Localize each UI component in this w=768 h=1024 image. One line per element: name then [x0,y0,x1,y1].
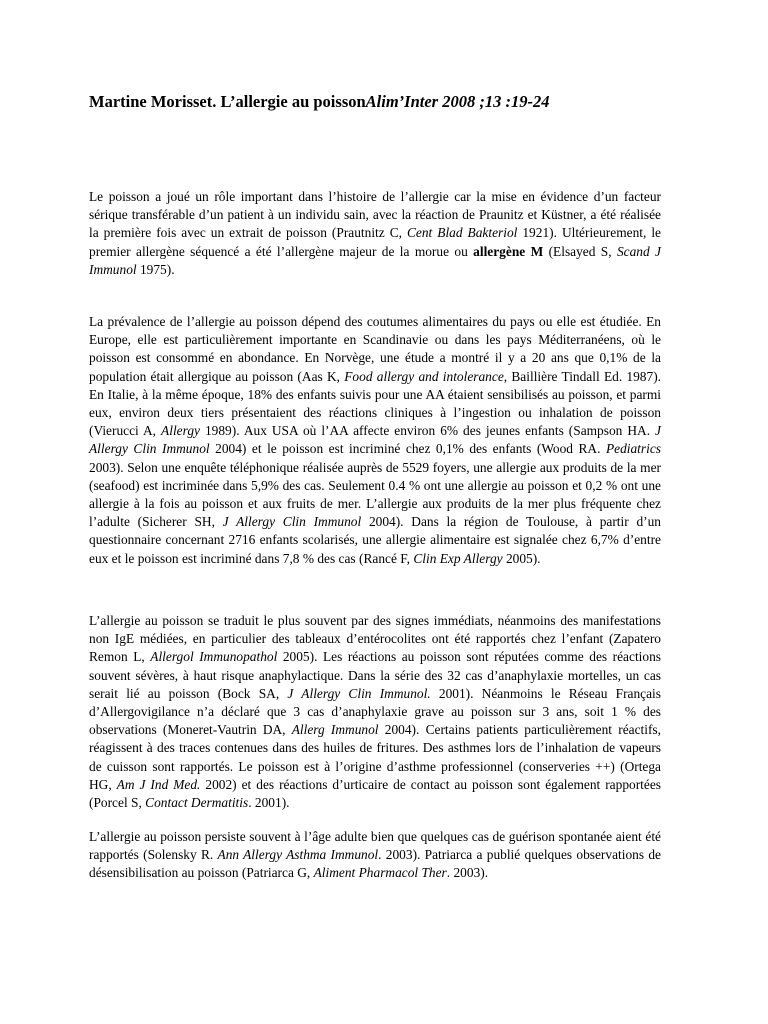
text: 2004). Dans la région de Toulouse, à partir d’un questionnaire concernant 2716 enfants scolarisés, une allergie alimentaire est signalée chez 6,7% d’entre eux et le poisson est incriminé dans 7,8 % des cas (Rancé F, [89,514,661,566]
journal-citation: Alim’Inter 2008 ;13 :19-24 [365,92,550,111]
text: . 2003). Patriarca a publié quelques observations de désensibilisation au poisson (Patriarca G, [89,847,661,881]
text: 1989). Aux USA où l’AA affecte environ 6% des jeunes enfants (Sampson HA. [199,423,656,439]
article-name: L’allergie au poisson [220,92,366,111]
text: 2001). Néanmoins le Réseau Français d’Allergovigilance n’a déclaré que 3 cas d’anaphylaxie grave au poisson sur 3 ans, soit 1 % des observations (Moneret-Vautrin DA, [89,685,661,738]
paragraph-prevalence [89,313,661,568]
text: 2002) et des réactions d’urticaire de contact au poisson sont également rapportées (Porcel S, [89,776,661,811]
citation: Ann Allergy Asthma Immunol [217,847,379,863]
citation: Pediatrics [605,441,661,457]
text: La prévalence de l’allergie au poisson dépend des coutumes alimentaires du pays ou elle est étudiée. En Europe, elle est particulièrement importante en Scandinavie ou dans les pays Méditerranéens, où le poisson est consommé en abondance. En Norvège, une étude a montré il y a 20 ans que 0,1% de la population était allergique au poisson (Aas K, [89,314,661,384]
author-name: Martine Morisset. [89,92,217,111]
text: L’allergie au poisson se traduit le plus souvent par des signes immédiats, néanmoins des manifestations non IgE médiées, en particulier des tableaux d’entérocolites ont été rapportés chez l’enfant (Zapatero Remon L, [89,613,661,665]
text: . 2001). [248,795,290,811]
paragraph-symptoms [89,612,661,812]
bold-term: allergène M [473,243,544,259]
citation: Allerg Immunol [291,722,379,738]
citation: J Allergy Clin Immunol [89,423,661,457]
citation: J Allergy Clin Immunol [222,514,362,530]
text: . 2003). [446,865,489,881]
article-title [89,92,549,112]
text: L’allergie au poisson persiste souvent à l’âge adulte bien que quelques cas de guérison spontanée aient été rapportés (Solensky R. [89,829,661,863]
text: 1921). Ultérieurement, le premier allergène séquencé a été l’allergène majeur de la morue ou [89,225,661,259]
text: (Elsayed S, [543,243,617,259]
text: 2005). Les réactions au poisson sont réputées comme des réactions souvent sévères, à haut risque anaphylactique. Dans la série des 32 cas d’anaphylaxie mortelles, un cas serait lié au poisson (Bock SA, [89,649,661,701]
citation: Allergy [161,423,200,439]
citation: J Allergy Clin Immunol. [287,685,431,701]
citation: Clin Exp Allergy [413,550,503,566]
paragraph-history [89,188,661,279]
text: 2003). Selon une enquête téléphonique réalisée auprès de 5529 foyers, une allergie aux produits de la mer (seafood) est incriminée dans 5,9% des cas. Seulement 0.4 % ont une allergie au poisson et 0,2 % ont une allergie à la fois au poisson et aux fruits de mer. L’allergie aux produits de la mer plus fréquente chez l’adulte (Sicherer SH, [89,459,661,530]
text: 2004) et le poisson est incriminé chez 0,1% des enfants (Wood RA. [209,441,606,457]
citation: Aliment Pharmacol Ther [313,865,447,881]
text: 2004). Certains patients particulièrement réactifs, réagissent à des traces contenues dans des huiles de fritures. Des asthmes lors de l’inhalation de vapeurs de cuisson sont rapportés. Le poisson est à l’origine d’asthme professionnel (conserveries ++) (Ortega HG, [89,722,661,792]
citation: Am J Ind Med. [116,776,201,792]
citation: Food allergy and intolerance [344,368,504,384]
text: Le poisson a joué un rôle important dans l’histoire de l’allergie car la mise en évidence d’un facteur sérique transférable d’un patient à un individu sain, avec la réaction de Praunitz et Küstner, a été réalisée la première fois avec un extrait de poisson (Prautnitz C, [89,189,661,241]
citation: Contact Dermatitis [145,795,249,811]
citation: Scand J Immunol [89,243,661,277]
citation: Allergol Immunopathol [150,649,278,665]
text: , Baillière Tindall Ed. 1987). En Italie, à la même époque, 18% des enfants suivis pour une AA étaient sensibilisés au poisson, et parmi eux, environ deux tiers présentaient des réactions cliniques à l’ingestion ou inhalation de poisson (Vierucci A, [89,368,662,439]
citation: Cent Blad Bakteriol [406,225,518,241]
paragraph-persistence [89,828,661,883]
text: 2005). [502,550,541,566]
text: 1975). [136,261,175,277]
